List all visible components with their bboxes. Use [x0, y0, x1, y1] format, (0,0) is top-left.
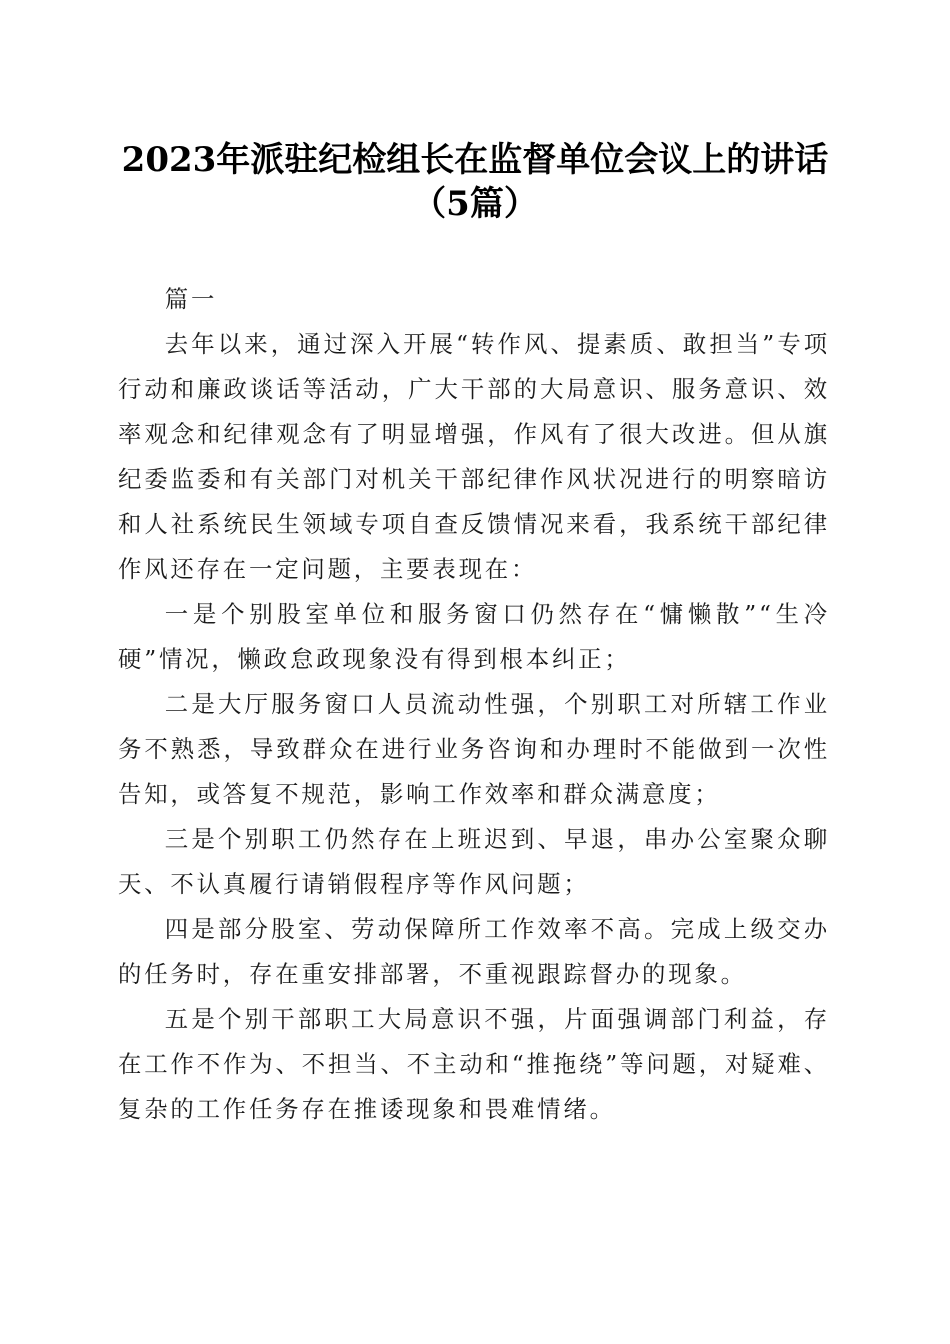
paragraph-point-2: 二是大厅服务窗口人员流动性强，个别职工对所辖工作业务不熟悉，导致群众在进行业务咨询和办理时不能做到一次性告知，或答复不规范，影响工作效率和群众满意度； [118, 690, 830, 808]
paragraph-point-3: 三是个别职工仍然存在上班迟到、早退，串办公室聚众聊天、不认真履行请销假程序等作风问题； [118, 825, 830, 898]
document-body [118, 277, 830, 1132]
section-label: 篇一 [164, 285, 218, 313]
paragraph-point-4: 四是部分股室、劳动保障所工作效率不高。完成上级交办的任务时，存在重安排部署，不重视跟踪督办的现象。 [118, 915, 830, 988]
paragraph-intro: 去年以来，通过深入开展“转作风、提素质、敢担当”专项行动和廉政谈话等活动，广大干部的大局意识、服务意识、效率观念和纪律观念有了明显增强，作风有了很大改进。但从旗纪委监委和有关部门对机关干部纪律作风状况进行的明察暗访和人社系统民生领域专项自查反馈情况来看，我系统干部纪律作风还存在一定问题，主要表现在： [118, 330, 830, 583]
paragraph-point-5: 五是个别干部职工大局意识不强，片面强调部门利益，存在工作不作为、不担当、不主动和“推拖绕”等问题，对疑难、复杂的工作任务存在推诿现象和畏难情绪。 [118, 1005, 830, 1123]
paragraph-point-1: 一是个别股室单位和服务窗口仍然存在“慵懒散”“生冷硬”情况，懒政怠政现象没有得到根本纠正； [118, 600, 830, 673]
document-title: 2023年派驻纪检组长在监督单位会议上的讲话（5篇） [121, 140, 829, 224]
